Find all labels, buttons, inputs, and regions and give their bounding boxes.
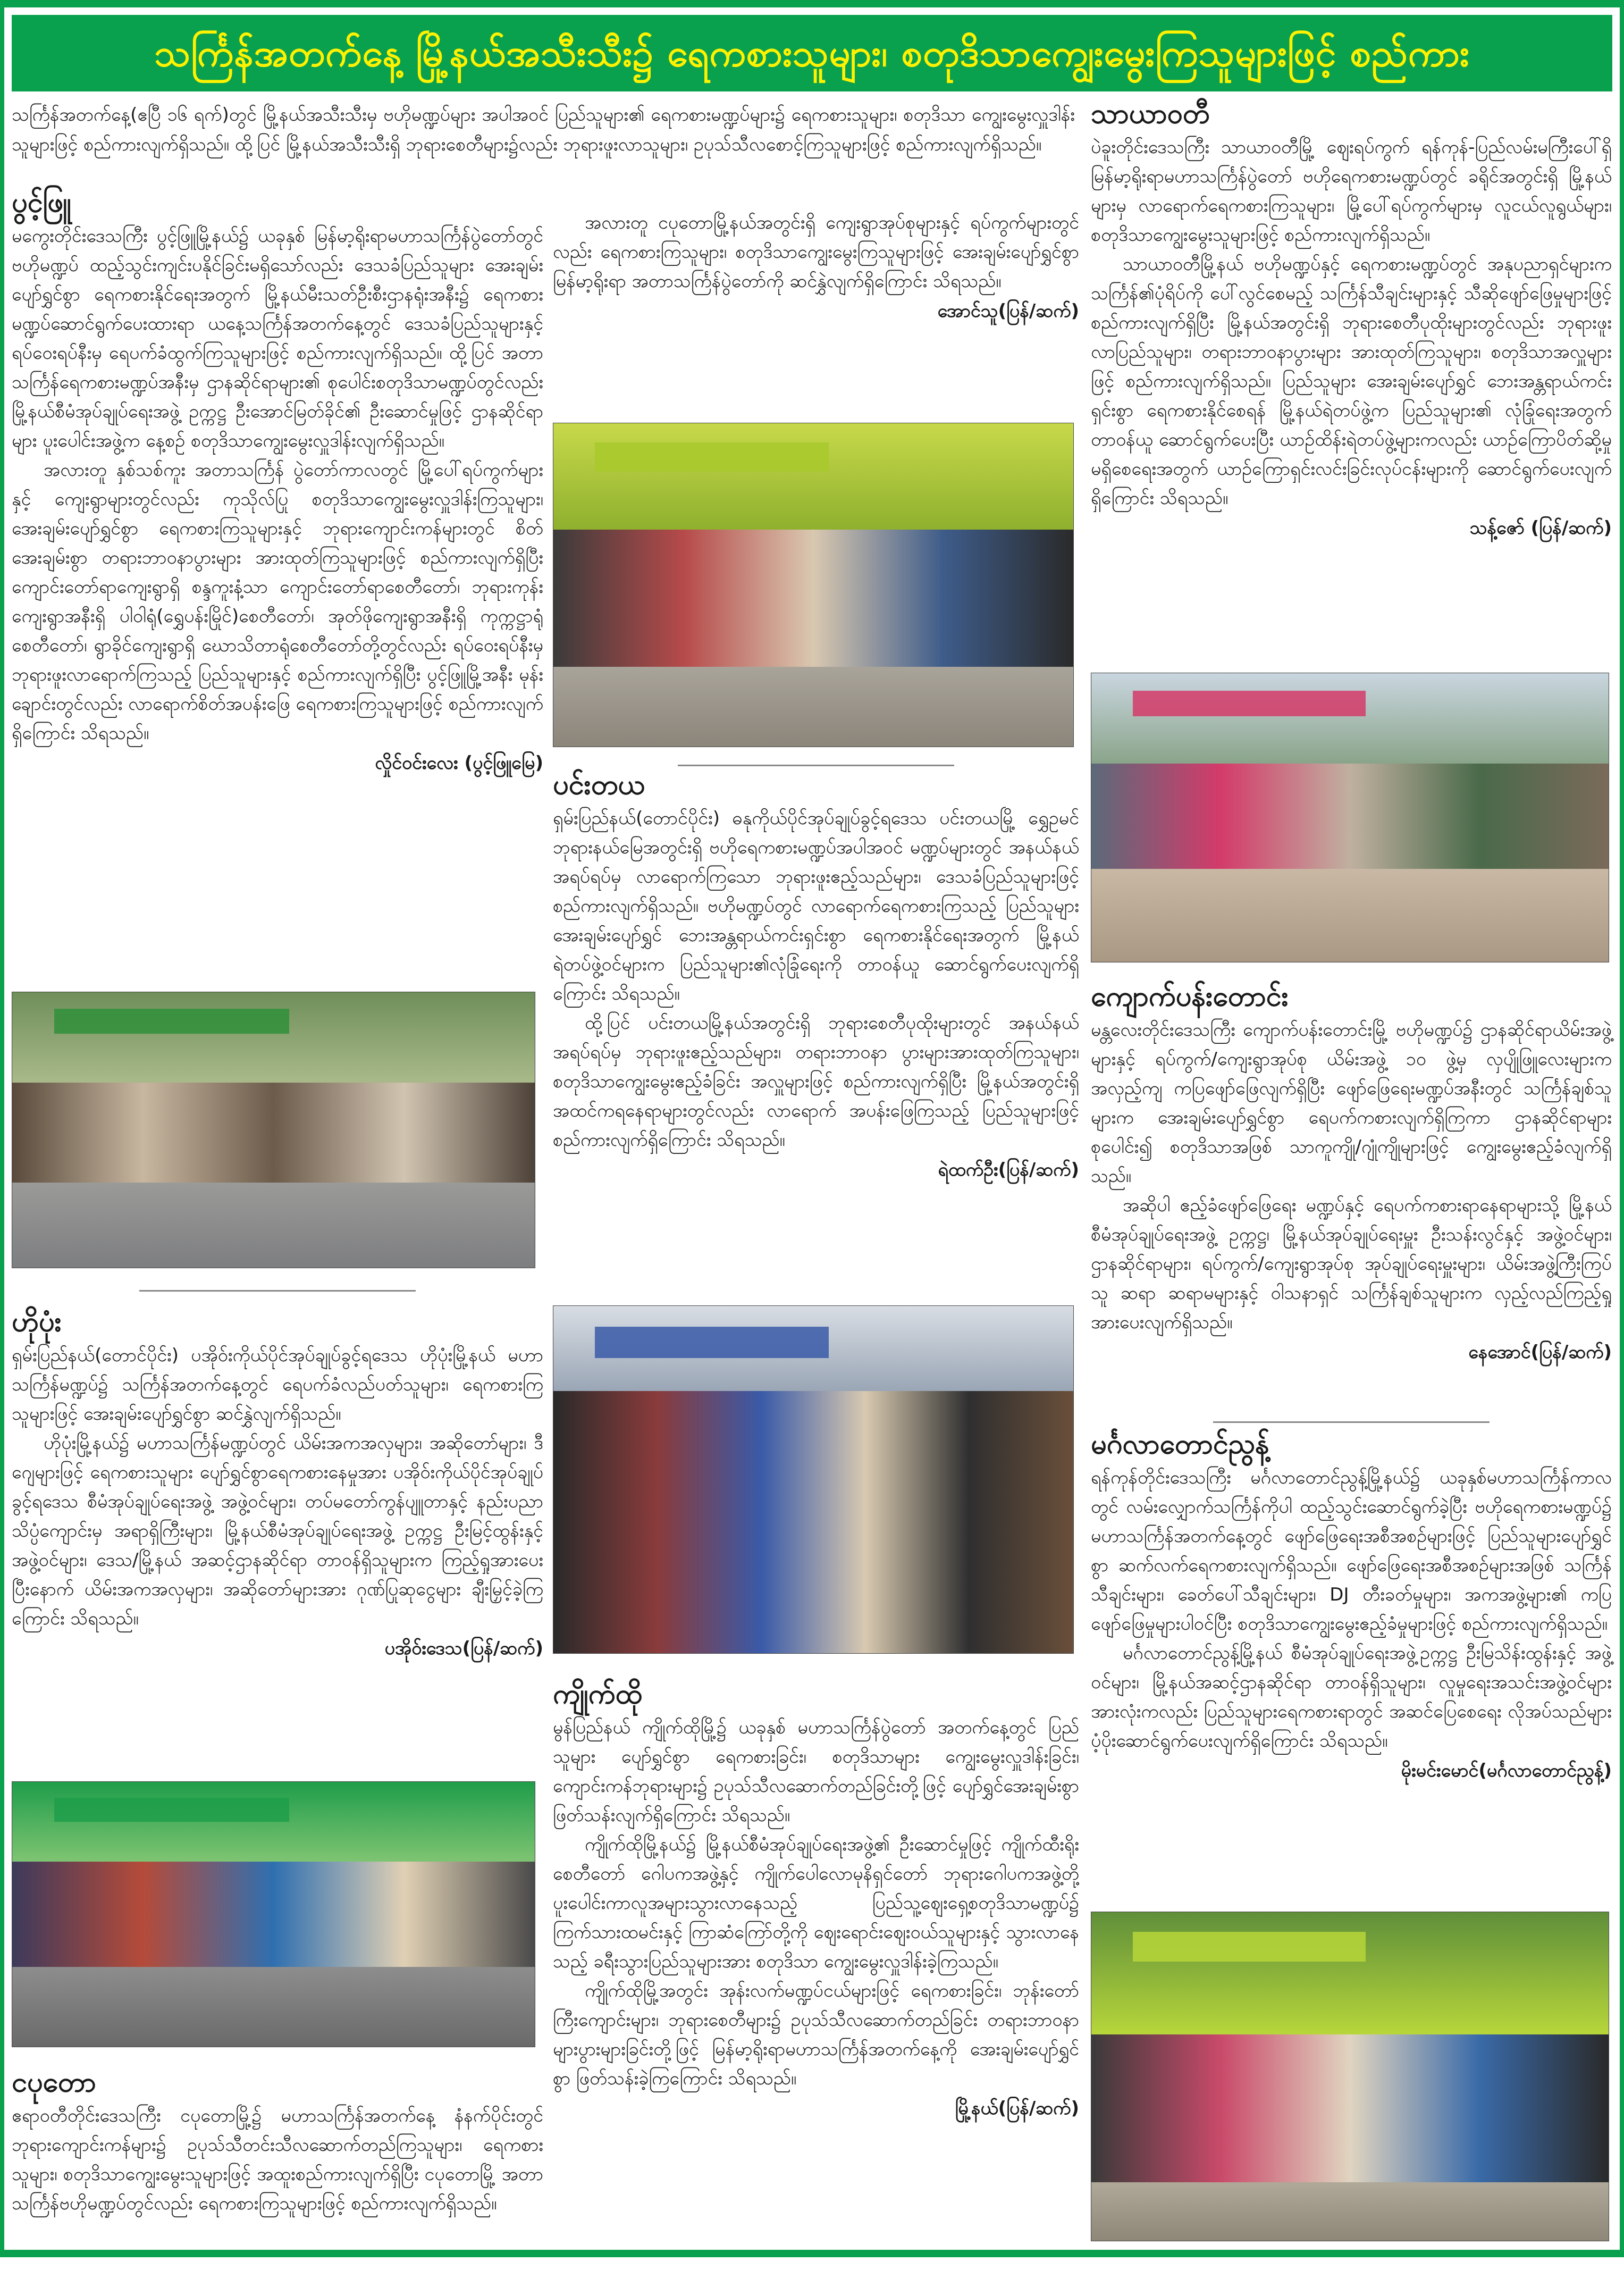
article-paragraph: ထို့ပြင် ပင်းတယမြို့နယ်အတွင်းရှိ ဘုရားစေတီပုထိုးများတွင် အနယ်နယ်အရပ်ရပ်မှ ဘုရားဖူးဧည့်သည်များ၊ တရားဘာဝနာ ပွားများအားထုတ်ကြသူများ၊ စတုဒိသာကျွေးမွေးဧည့်ခံခြင်း အလှူများဖြင့် စည်ကားလျက်ရှိပြီး မြို့နယ်အတွင်းရှိ အထင်ကရနေရာများတွင်လည်း လာရောက် အပန်းဖြေကြသည့် ပြည်သူများဖြင့် စည်ကားလျက်ရှိကြောင်း သိရသည်။: [553, 1012, 1079, 1151]
headline: သင်္ကြန်အတက်နေ့ မြို့နယ်အသီးသီး၌ ရေကစားသူများ၊ စတုဒိသာကျွေးမွေးကြသူများဖြင့် စည်ကား: [154, 31, 1470, 75]
article-byline: လှိုင်ဝင်းလေး (ပွင့်ဖြူမြေ): [375, 752, 543, 774]
article-paragraph: ရန်ကုန်တိုင်းဒေသကြီး မင်္ဂလာတောင်ညွန့်မြို့နယ်၌ ယခုနှစ်မဟာသင်္ကြန်ကာလတွင် လမ်းလျှောက်သင်္ကြန်ကိုပါ ထည့်သွင်းဆောင်ရွက်ခဲ့ပြီး ဗဟိုရေကစားမဏ္ဍပ်၌ မဟာသင်္ကြန်အတက်နေ့တွင် ဖျော်ဖြေရေးအစီအစဉ်များဖြင့် ပြည်သူများပျော်ရွှင်စွာ ဆက်လက်ရေကစားလျက်ရှိသည်။ ဖျော်ဖြေရေးအစီအစဉ်များအဖြစ် သင်္ကြန်သီချင်းများ၊ ခေတ်ပေါ်သီချင်းများ၊ DJ တီးခတ်မှုများ၊ အကအဖွဲ့များ၏ ကပြဖျော်ဖြေမှုများပါဝင်ပြီး စတုဒိသာကျွေးမွေးဧည့်ခံမှုများဖြင့် စည်ကားလျက်ရှိသည်။: [1091, 1467, 1612, 1635]
article-title: ကျိုက်ထို: [553, 1678, 642, 1710]
article-title: ဟိုပုံး: [12, 1306, 62, 1338]
photo-thayawady: [1091, 673, 1609, 962]
photo-hopong: [12, 1781, 535, 2047]
article-bago-continued: [553, 208, 1079, 326]
article-paragraph: ရှမ်းပြည်နယ်(တောင်ပိုင်း) ဓနုကိုယ်ပိုင်အုပ်ချုပ်ခွင့်ရဒေသ ပင်းတယမြို့ ရွှေဥမင်ဘုရားနယ်မြေအတွင်းရှိ ဗဟိုရေကစားမဏ္ဍပ်အပါအဝင် မဏ္ဍပ်များတွင် အနယ်နယ်အရပ်ရပ်မှ လာရောက်ကြသော ဘုရားဖူးဧည့်သည်များ၊ ဒေသခံပြည်သူများဖြင့် စည်ကားလျက်ရှိသည်။ ဗဟိုမဏ္ဍပ်တွင် လာရောက်ရေကစားကြသည့် ပြည်သူများ အေးချမ်းပျော်ရွှင် ဘေးအန္တရာယ်ကင်းရှင်းစွာ ရေကစားနိုင်ရေးအတွက် မြို့နယ်ရဲတပ်ဖွဲ့ဝင်များက ပြည်သူများ၏လုံခြုံရေးကို တာဝန်ယူ ဆောင်ရွက်ပေးလျက်ရှိကြောင်း သိရသည်။: [553, 808, 1079, 1004]
photo-banner: [54, 1009, 289, 1034]
article-paragraph: ပဲခူးတိုင်းဒေသကြီး သာယာဝတီမြို့ ဈေးရပ်ကွက် ရန်ကုန်-ပြည်လမ်းမကြီးပေါ်ရှိ မြန်မာ့ရိုးရာမဟာသင်္ကြန်ပွဲတော် ဗဟိုရေကစားမဏ္ဍပ်တွင် ခရိုင်အတွင်းရှိ မြို့နယ်များမှ လာရောက်ရေကစားကြသူများ၊ မြို့ပေါ်ရပ်ကွက်များမှ လူငယ်လူရွယ်များ၊ စတုဒိသာကျွေးမွေးသူများဖြင့် စည်ကားလျက်ရှိသည်။: [1091, 137, 1612, 246]
section-divider: [139, 1290, 416, 1292]
article-mingalartaungnyunt: [1091, 1425, 1612, 1786]
article-byline: နေအောင်(ပြန်/ဆက်): [1468, 1342, 1612, 1363]
article-kyaikto: [553, 1675, 1079, 2123]
article-byline: ပအိုဝ်းဒေသ(ပြန်/ဆက်): [384, 1638, 543, 1659]
lead-paragraph: သင်္ကြန်အတက်နေ့(ဧပြီ ၁၆ ရက်)တွင် မြို့နယ်အသီးသီးမှ ဗဟိုမဏ္ဍပ်များ အပါအဝင် ပြည်သူများ၏ ရေကစားမဏ္ဍပ်များ၌ ရေကစားသူများ၊ စတုဒိသာ ကျွေးမွေးလှူဒါန်းသူများဖြင့် စည်ကားလျက်ရှိသည်။ ထို့ပြင် မြို့နယ်အသီးသီးရှိ ဘုရားစေတီများ၌လည်း ဘုရားဖူးလာသူများ၊ ဥပုသ်သီလစောင့်ကြသူများဖြင့် စည်ကားလျက်ရှိသည်။: [12, 104, 1075, 155]
article-title: ကျောက်ပန်းတောင်း: [1091, 981, 1289, 1012]
article-paragraph: မန္တလေးတိုင်းဒေသကြီး ကျောက်ပန်းတောင်းမြို့ ဗဟိုမဏ္ဍပ်၌ ဌာနဆိုင်ရာယိမ်းအဖွဲ့များနှင့် ရပ်ကွက်/ကျေးရွာအုပ်စု ယိမ်းအဖွဲ့ ၁၀ ဖွဲ့မှ လှပျိုဖြူလေးများက အလှည့်ကျ ကပြဖျော်ဖြေလျက်ရှိပြီး ဖျော်ဖြေရေးမဏ္ဍပ်အနီးတွင် သင်္ကြန်ချစ်သူများက အေးချမ်းပျော်ရွှင်စွာ ရေပက်ကစားလျက်ရှိကြကာ ဌာနဆိုင်ရာများ စုပေါင်း၍ စတုဒိသာအဖြစ် သာကူကျို/ဂျုံကျိုများဖြင့် ကျွေးမွေးဧည့်ခံလျက်ရှိသည်။: [1091, 1019, 1612, 1187]
photo-banner: [54, 1798, 289, 1822]
article-title: ငပုတော: [12, 2066, 96, 2098]
photo-banner: [595, 442, 829, 472]
headline-banner: [12, 15, 1612, 91]
photo-pwintbyu: [12, 992, 535, 1268]
article-paragraph: ဟိုပုံးမြို့နယ်၌ မဟာသင်္ကြန်မဏ္ဍပ်တွင် ယိမ်းအကအလှများ၊ အဆိုတော်များ၊ ဒီဂျေများဖြင့် ရေကစားသူများ ပျော်ရွှင်စွာရေကစားနေမှုအား ပအိုဝ်းကိုယ်ပိုင်အုပ်ချုပ်ခွင့်ရဒေသ စီမံအုပ်ချုပ်ရေးအဖွဲ့ အဖွဲ့ဝင်များ၊ တပ်မတော်ကွန်ပျူတာနှင့် နည်းပညာသိပ္ပံကျောင်းမှ အရာရှိကြီးများ၊ မြို့နယ်စီမံအုပ်ချုပ်ရေးအဖွဲ့ ဥက္ကဋ္ဌ ဦးမြင့်ထွန်းနှင့် အဖွဲ့ဝင်များ၊ ဒေသ/မြို့နယ် အဆင့်ဌာနဆိုင်ရာ တာဝန်ရှိသူများက ကြည့်ရှုအားပေးပြီးနောက် ယိမ်းအကအလှများ၊ အဆိုတော်များအား ဂုဏ်ပြုဆုငွေများ ချီးမြှင့်ခဲ့ကြကြောင်း သိရသည်။: [12, 1433, 543, 1629]
article-paragraph: ဧရာဝတီတိုင်းဒေသကြီး ငပုတောမြို့၌ မဟာသင်္ကြန်အတက်နေ့ နံနက်ပိုင်းတွင် ဘုရားကျောင်းကန်များ၌ ဥပုသ်သီတင်းသီလဆောက်တည်ကြသူများ၊ ရေကစားသူများ၊ စတုဒိသာကျွေးမွေးသူများဖြင့် အထူးစည်ကားလျက်ရှိပြီး ငပုတောမြို့ အတာသင်္ကြန်ဗဟိုမဏ္ဍပ်တွင်လည်း ရေကစားကြသူများဖြင့် စည်ကားလျက်ရှိသည်။: [12, 2105, 543, 2214]
photo-pinlaung: [553, 1305, 1074, 1654]
article-kyaukpadaung: [1091, 977, 1612, 1367]
article-title: မင်္ဂလာတောင်ညွန့်: [1091, 1428, 1269, 1460]
photo-banner: [1133, 1932, 1366, 1962]
article-thayawady: [1091, 95, 1612, 543]
article-title: ပင်းတယ: [553, 769, 645, 801]
photo-bago: [553, 423, 1074, 747]
article-title: ပွင့်ဖြူ: [12, 187, 71, 219]
article-byline: အောင်သူ(ပြန်/ဆက်): [937, 300, 1079, 322]
article-paragraph: သာယာဝတီမြို့နယ် ဗဟိုမဏ္ဍပ်နှင့် ရေကစားမဏ္ဍပ်တွင် အနုပညာရှင်များက သင်္ကြန်၏ပုံရိပ်ကို ပေါ်လွင်စေမည့် သင်္ကြန်သီချင်းများနှင့် သီဆိုဖျော်ဖြေမှုများဖြင့် စည်ကားလျက်ရှိပြီး မြို့နယ်အတွင်းရှိ ဘုရားစေတီပုထိုးများတွင်လည်း ဘုရားဖူးလာပြည်သူများ၊ တရားဘာဝနာပွားများ အားထုတ်ကြသူများ၊ စတုဒိသာအလှူများဖြင့် စည်ကားလျက်ရှိသည်။ ပြည်သူများ အေးချမ်းပျော်ရွှင် ဘေးအန္တရာယ်ကင်းရှင်းစွာ ရေကစားနိုင်စေရန် မြို့နယ်ရဲတပ်ဖွဲ့က ပြည်သူများ၏ လုံခြုံရေးအတွက်တာဝန်ယူ ဆောင်ရွက်ပေးပြီး ယာဉ်ထိန်းရဲတပ်ဖွဲ့များကလည်း ယာဉ်ကြောပိတ်ဆို့မှု မရှိစေရေးအတွက် ယာဉ်ကြောရှင်းလင်းခြင်းလုပ်ငန်းများကို ဆောင်ရွက်ပေးလျက်ရှိကြောင်း သိရသည်။: [1091, 254, 1612, 509]
article-paragraph: မကွေးတိုင်းဒေသကြီး ပွင့်ဖြူမြို့နယ်၌ ယခုနှစ် မြန်မာ့ရိုးရာမဟာသင်္ကြန်ပွဲတော်တွင် ဗဟိုမဏ္ဍပ် ထည့်သွင်းကျင်းပနိုင်ခြင်းမရှိသော်လည်း ဒေသခံပြည်သူများ အေးချမ်းပျော်ရွှင်စွာ ရေကစားနိုင်ရေးအတွက် မြို့နယ်မီးသတ်ဦးစီးဌာနရုံးအနီး၌ ရေကစားမဏ္ဍပ်ဆောင်ရွက်ပေးထားရာ ယနေ့သင်္ကြန်အတက်နေ့တွင် ဒေသခံပြည်သူများနှင့် ရပ်ဝေးရပ်နီးမှ ရေပက်ခံထွက်ကြသူများဖြင့် စည်ကားလျက်ရှိသည်။ ထို့ပြင် အတာသင်္ကြန်ရေကစားမဏ္ဍပ်အနီးမှ ဌာနဆိုင်ရာများ၏ စုပေါင်းစတုဒိသာမဏ္ဍပ်တွင်လည်း မြို့နယ်စီမံအုပ်ချုပ်ရေးအဖွဲ့ ဥက္ကဋ္ဌ ဦးအောင်မြတ်ခိုင်၏ ဦးဆောင်မှုဖြင့် ဌာနဆိုင်ရာများ ပူးပေါင်းအဖွဲ့က နေ့စဉ် စတုဒိသာကျွေးမွေးလှူဒါန်းလျက်ရှိသည်။: [12, 225, 543, 451]
article-paragraph: အဆိုပါ ဧည့်ခံဖျော်ဖြေရေး မဏ္ဍပ်နှင့် ရေပက်ကစားရာနေရာများသို့ မြို့နယ်စီမံအုပ်ချုပ်ရေးအဖွဲ့ ဥက္ကဋ္ဌ၊ မြို့နယ်အုပ်ချုပ်ရေးမှူး ဦးသန်းလွင်နှင့် အဖွဲ့ဝင်များ၊ ဌာနဆိုင်ရာများ၊ ရပ်ကွက်/ကျေးရွာအုပ်စု အုပ်ချုပ်ရေးမှူးများ၊ ယိမ်းအဖွဲ့ကြီးကြပ်သူ ဆရာ ဆရာမများနှင့် ဝါသနာရှင် သင်္ကြန်ချစ်သူများက လှည့်လည်ကြည့်ရှု အားပေးလျက်ရှိသည်။: [1091, 1195, 1612, 1333]
article-byline: ရဲထက်ဦး(ပြန်/ဆက်): [938, 1159, 1079, 1180]
article-hopong: [12, 1303, 543, 1663]
article-bago: [12, 2063, 543, 2218]
article-byline: မြို့နယ်(ပြန်/ဆက်): [955, 2098, 1079, 2119]
photo-mingalartaungnyunt: [1091, 1912, 1609, 2241]
article-paragraph: မွန်ပြည်နယ် ကျိုက်ထိုမြို့၌ ယခုနှစ် မဟာသင်္ကြန်ပွဲတော် အတက်နေ့တွင် ပြည်သူများ ပျော်ရွှင်စွာ ရေကစားခြင်း၊ စတုဒိသာများ ကျွေးမွေးလှူဒါန်းခြင်း၊ ကျောင်းကန်ဘုရားများ၌ ဥပုသ်သီလဆောက်တည်ခြင်းတို့ဖြင့် ပျော်ရွှင်အေးချမ်းစွာ ဖြတ်သန်းလျက်ရှိကြောင်း သိရသည်။: [553, 1717, 1079, 1826]
article-paragraph: ရှမ်းပြည်နယ်(တောင်ပိုင်း) ပအိုဝ်းကိုယ်ပိုင်အုပ်ချုပ်ခွင့်ရဒေသ ဟိုပုံးမြို့နယ် မဟာသင်္ကြန်မဏ္ဍပ်၌ သင်္ကြန်အတက်နေ့တွင် ရေပက်ခံလည်ပတ်သူများ၊ ရေကစားကြသူများဖြင့် အေးချမ်းပျော်ရွှင်စွာ ဆင်နွှဲလျက်ရှိသည်။: [12, 1345, 543, 1425]
article-pinlaung: [553, 766, 1079, 1185]
article-paragraph: မင်္ဂလာတောင်ညွန့်မြို့နယ် စီမံအုပ်ချုပ်ရေးအဖွဲ့ဥက္ကဋ္ဌ ဦးမြသိန်းထွန်းနှင့် အဖွဲ့ဝင်များ၊ မြို့နယ်အဆင့်ဌာနဆိုင်ရာ တာဝန်ရှိသူများ၊ လူမှုရေးအသင်းအဖွဲ့ဝင်များအားလုံးကလည်း ပြည်သူများရေကစားရာတွင် အဆင်ပြေစေရေး လိုအပ်သည်များ ပံ့ပိုးဆောင်ရွက်ပေးလျက်ရှိကြောင်း သိရသည်။: [1091, 1643, 1612, 1752]
article-paragraph: ကျိုက်ထိုမြို့အတွင်း အုန်းလက်မဏ္ဍပ်ငယ်များဖြင့် ရေကစားခြင်း၊ ဘုန်းတော်ကြီးကျောင်းများ၊ ဘုရားစေတီများ၌ ဥပုသ်သီလဆောက်တည်ခြင်း တရားဘာဝနာများပွားများခြင်းတို့ဖြင့် မြန်မာ့ရိုးရာမဟာသင်္ကြန်အတက်နေ့ကို အေးချမ်းပျော်ရွှင်စွာ ဖြတ်သန်းခဲ့ကြကြောင်း သိရသည်။: [553, 1980, 1079, 2089]
article-title: သာယာဝတီ: [1091, 98, 1210, 130]
article-paragraph: ကျိုက်ထိုမြို့နယ်၌ မြို့နယ်စီမံအုပ်ချုပ်ရေးအဖွဲ့၏ ဦးဆောင်မှုဖြင့် ကျိုက်ထီးရိုးစေတီတော် ဂေါပကအဖွဲ့နှင့် ကျိုက်ပေါလောမုနိရှင်တော် ဘုရားဂေါပကအဖွဲ့တို့ ပူးပေါင်းကာလူအများသွားလာနေသည့် ပြည်သူ့ဈေးရှေ့စတုဒိသာမဏ္ဍပ်၌ ကြက်သားထမင်းနှင့် ကြာဆံကြော်တို့ကို ဈေးရောင်းဈေးဝယ်သူများနှင့် သွားလာနေသည့် ခရီးသွားပြည်သူများအား စတုဒိသာ ကျွေးမွေးလှူဒါန်းခဲ့ကြသည်။: [553, 1834, 1079, 1972]
article-byline: သန့်ဇော် (ပြန်/ဆက်): [1469, 517, 1612, 539]
photo-banner: [1133, 691, 1366, 717]
section-divider: [1213, 1421, 1490, 1423]
article-paragraph: အလားတူ ငပုတောမြို့နယ်အတွင်းရှိ ကျေးရွာအုပ်စုများနှင့် ရပ်ကွက်များတွင်လည်း ရေကစားကြသူများ၊ စတုဒိသာကျွေးမွေးကြသူများဖြင့် အေးချမ်းပျော်ရွှင်စွာ မြန်မာ့ရိုးရာ အတာသင်္ကြန်ပွဲတော်ကို ဆင်နွှဲလျက်ရှိကြောင်း သိရသည်။: [553, 212, 1079, 292]
article-pwintbyu: [12, 183, 543, 778]
photo-banner: [595, 1327, 829, 1358]
article-paragraph: အလားတူ နှစ်သစ်ကူး အတာသင်္ကြန် ပွဲတော်ကာလတွင် မြို့ပေါ်ရပ်ကွက်များနှင့် ကျေးရွာများတွင်လည်း ကုသိုလ်ပြု စတုဒိသာကျွေးမွေးလှူဒါန်းကြသူများ၊ အေးချမ်းပျော်ရွှင်စွာ ရေကစားကြသူများနှင့် ဘုရားကျောင်းကန်များတွင် စိတ်အေးချမ်းစွာ တရားဘာဝနာပွားများ အားထုတ်ကြသူများဖြင့် စည်ကားလျက်ရှိပြီး ကျောင်းတော်ရာကျေးရွာရှိ စန္ဒကူးနံ့သာ ကျောင်းတော်ရာစေတီတော်၊ ဘုရားကုန်းကျေးရွာအနီးရှိ ပါဝါရုံ(ရွှေပန်းမြိုင်)စေတီတော်၊ အုတ်ဖိုကျေးရွာအနီးရှိ ကုက္ကဋ္ဌာရုံစေတီတော်၊ ရွာခိုင်ကျေးရွာရှိ ဃောသိတာရုံစေတီတော်တို့တွင်လည်း ရပ်ဝေးရပ်နီးမှ ဘုရားဖူးလာရောက်ကြသည့် ပြည်သူများနှင့် စည်ကားလျက်ရှိပြီး ပွင့်ဖြူမြို့အနီး မုန်းချောင်းတွင်လည်း လာရောက်စိတ်အပန်းဖြေ ရေကစားကြသူများဖြင့် စည်ကားလျက်ရှိကြောင်း သိရသည်။: [12, 459, 543, 744]
article-byline: မိုးမင်းမောင်(မင်္ဂလာတောင်ညွန့်): [1401, 1760, 1612, 1781]
